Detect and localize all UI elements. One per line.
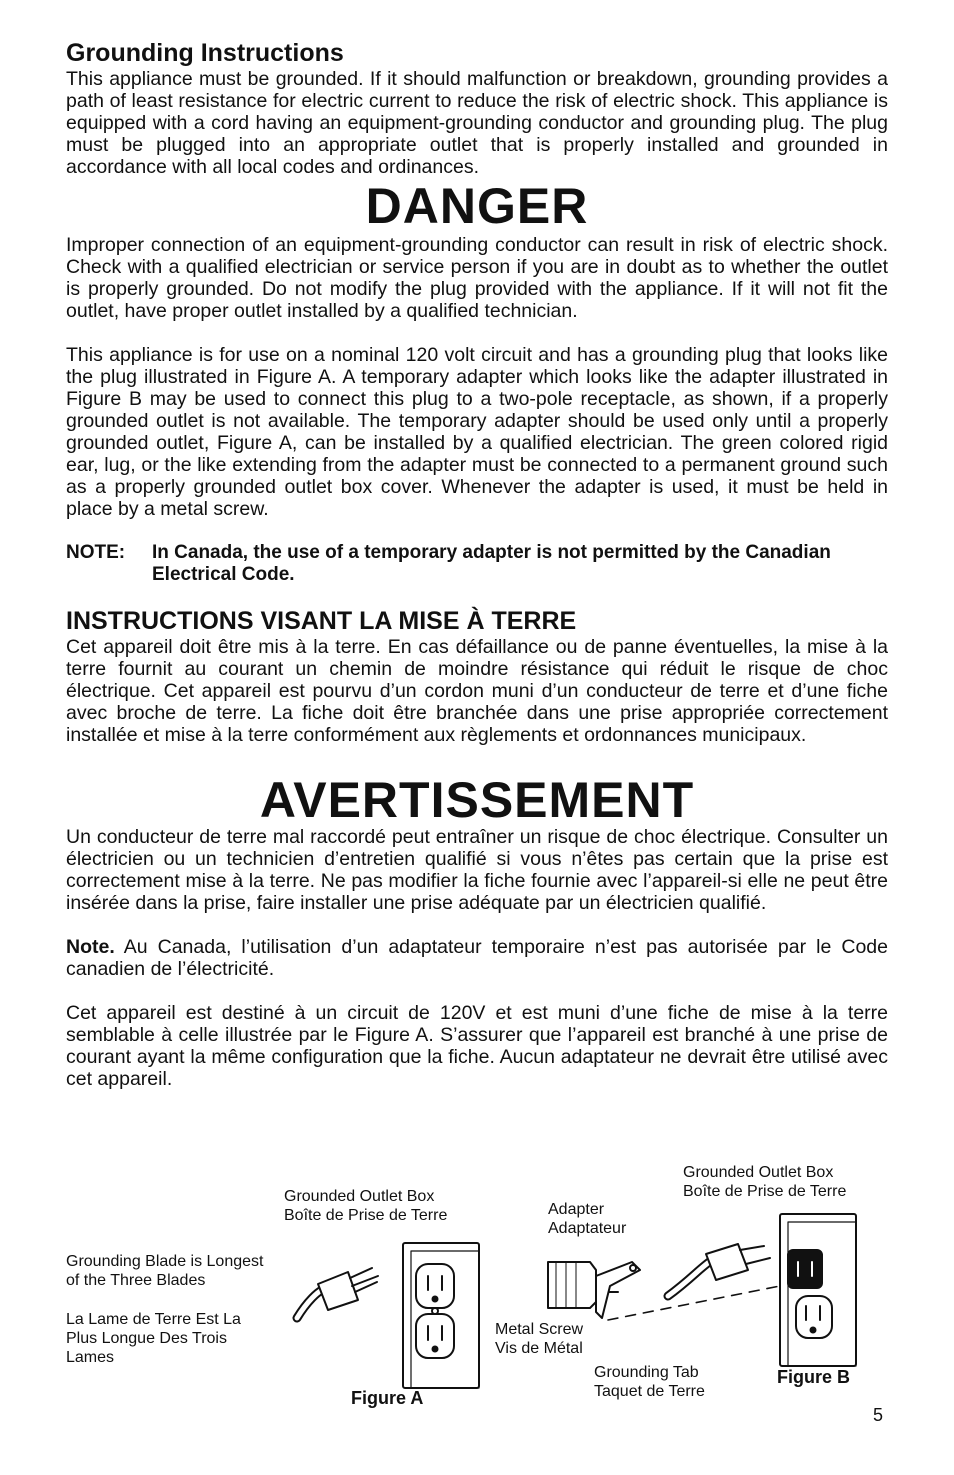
adapter-fr: Adaptateur <box>548 1220 627 1237</box>
grounding-blade-label-fr <box>66 1310 241 1367</box>
avertissement-paragraph: Un conducteur de terre mal raccordé peut entraîner un risque de choc électrique. Consulter un électricien ou un technicien d’entretien qualifié si vous n’êtes pas certain que la prise est correctement mise à la terre. Ne pas modifier la fiche fournie avec l’appareil-si elle ne peut être insérée dans la prise, faire installer une prise adéquate par un électricien qualifié. <box>66 826 888 914</box>
danger-paragraph: Improper connection of an equipment-grounding conductor can result in risk of electric shock. Check with a qualified electrician or service person if you are in doubt as to whether the outlet is properly grounded. Do not modify the plug provided with the appliance. If it will not fit the outlet, have proper outlet installed by a qualified technician. <box>66 234 888 322</box>
grounding-blade-label <box>66 1252 263 1290</box>
grounding-tab-label <box>594 1363 705 1401</box>
french-paragraph-1: Cet appareil doit être mis à la terre. En cas défaillance ou de panne éventuelles, la mise à la terre fournit au courant un chemin de moindre résistance qui réduit le risque de choc électrique. Cet appareil est pourvu d’un cordon muni d’un conducteur de terre et d’une fiche avec broche de terre. La fiche doit être branchée dans une prise appropriée correctement installée et mise à la terre conformément aux règlements et ordonnances municipaux. <box>66 636 888 746</box>
figure-a-outlet-box-fr: Boîte de Prise de Terre <box>284 1207 448 1224</box>
figure-b-outlet-box-en: Grounded Outlet Box <box>683 1164 834 1181</box>
grounding-instructions-heading: Grounding Instructions <box>66 39 344 67</box>
danger-heading: DANGER <box>365 178 589 234</box>
blade-en-line-1: Grounding Blade is Longest <box>66 1253 264 1270</box>
adapter-label <box>548 1200 626 1238</box>
figure-b-adapter <box>548 1262 596 1308</box>
grounding-tab-en: Grounding Tab <box>594 1364 699 1381</box>
avertissement-heading: AVERTISSEMENT <box>259 772 695 828</box>
figure-b-outlet-box-label <box>683 1163 846 1201</box>
metal-screw-label <box>495 1320 583 1358</box>
blade-fr-line-1: La Lame de Terre Est La <box>66 1311 241 1328</box>
figure-b-outlet-box-fr: Boîte de Prise de Terre <box>683 1183 847 1200</box>
blade-fr-line-3: Lames <box>66 1349 115 1366</box>
metal-screw-en: Metal Screw <box>495 1321 584 1338</box>
french-paragraph-3: Cet appareil est destiné à un circuit de 120V et est muni d’une fiche de mise à la terre semblable à celle illustrée par le Figure A. S’assurer que l’appareil est branché à une prise de courant ayant la même configuration que la fiche. Aucun adaptateur ne devrait être utilisé avec cet appareil. <box>66 1002 888 1090</box>
figure-a-outlet-box-label <box>284 1187 447 1225</box>
figure-b-ground-wire <box>608 1286 780 1320</box>
grounding-tab-fr: Taquet de Terre <box>594 1383 705 1400</box>
french-note-label: Note. <box>66 936 115 958</box>
metal-screw-fr: Vis de Métal <box>495 1340 583 1357</box>
blade-en-line-2: of the Three Blades <box>66 1272 206 1289</box>
grounding-paragraph-1: This appliance must be grounded. If it should malfunction or breakdown, grounding provides a path of least resistance for electric current to reduce the risk of electric shock. This appliance is equipped with a cord having an equipment-grounding conductor and grounding plug. The plug must be plugged into an appropriate outlet that is properly installed and grounded in accordance with all local codes and ordinances. <box>66 68 888 178</box>
voltage-paragraph: This appliance is for use on a nominal 120 volt circuit and has a grounding plug that looks like the plug illustrated in Figure A. A temporary adapter which looks like the adapter illustrated in Figure B may be used to connect this plug to a two-pole receptacle, as shown, if a properly grounded outlet is not available. The temporary adapter should be used only until a properly grounded outlet, Figure A, can be installed by a qualified electrician. The green colored rigid ear, lug, or the like extending from the adapter must be connected to a permanent ground such as a properly grounded outlet box cover. Whenever the adapter is used, it must be held in place by a metal screw. <box>66 344 888 520</box>
page-number: 5 <box>873 1405 884 1425</box>
figure-a-outlet-box-en: Grounded Outlet Box <box>284 1188 435 1205</box>
figure-a-cord-inner <box>297 1290 322 1318</box>
note-label: NOTE: <box>66 542 126 563</box>
adapter-en: Adapter <box>548 1201 605 1218</box>
note-text: In Canada, the use of a temporary adapter is not permitted by the Canadian Electrical Code. <box>152 542 831 585</box>
figure-a-caption: Figure A <box>351 1388 424 1408</box>
blade-fr-line-2: Plus Longue Des Trois <box>66 1330 227 1347</box>
french-grounding-heading: INSTRUCTIONS VISANT LA MISE À TERRE <box>66 607 577 635</box>
figure-b-adapter-in-outlet <box>788 1250 822 1288</box>
figure-b-outlet-plate <box>780 1214 856 1366</box>
french-note-text: Au Canada, l’utilisation d’un adaptateur temporaire n’est pas autorisée par le Code canadien de l’électricité. <box>66 936 888 980</box>
figure-b-caption: Figure B <box>777 1367 851 1387</box>
